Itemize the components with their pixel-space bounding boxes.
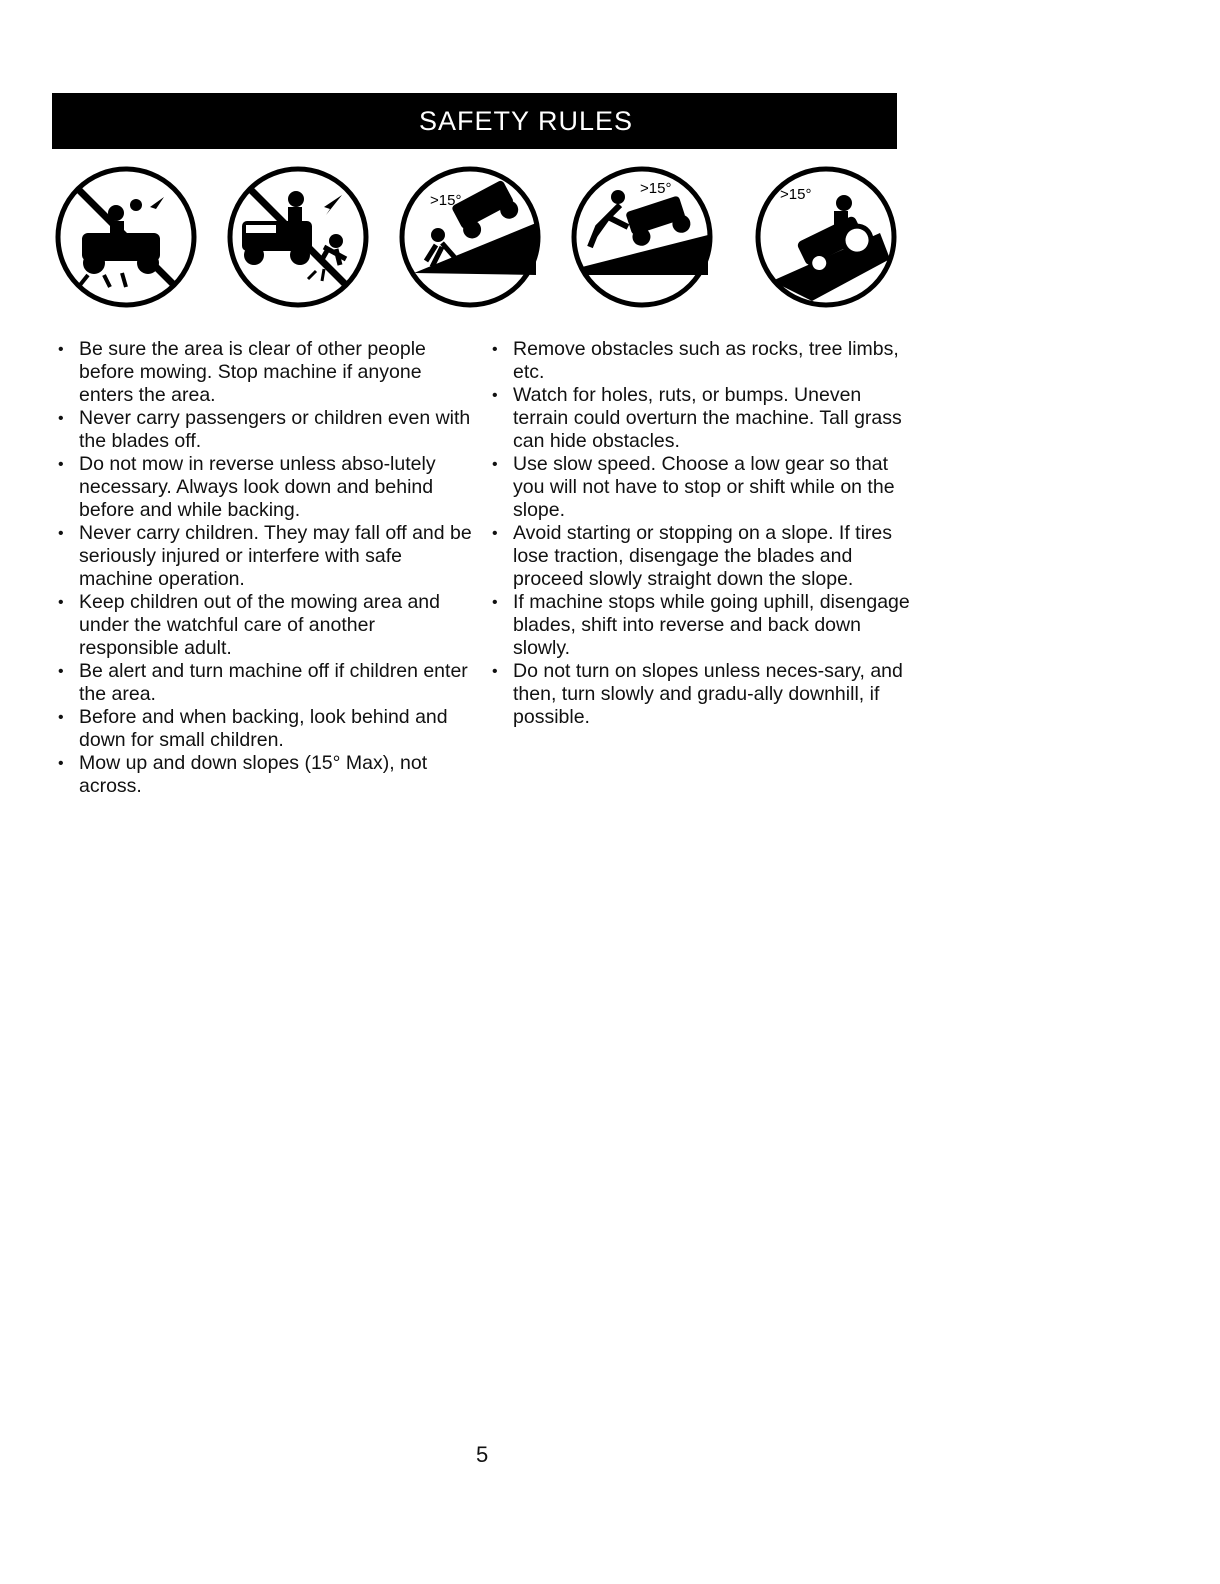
rule-item: • Use slow speed. Choose a low gear so that you will not have to stop or shift while on the slope. <box>492 453 912 522</box>
section-banner <box>52 93 897 149</box>
rule-item: • Do not mow in reverse unless abso-lutely necessary. Always look down and behind before and while backing. <box>58 453 473 522</box>
slope-tip-backward-icon <box>568 163 716 311</box>
rule-item: • Keep children out of the mowing area and under the watchful care of another responsible adult. <box>58 591 473 660</box>
slope-angle-label: >15° <box>640 180 672 197</box>
left-rules-list <box>58 338 473 798</box>
slope-angle-label: >15° <box>430 192 462 209</box>
rule-item: • Never carry children. They may fall off and be seriously injured or interfere with safe machine operation. <box>58 522 473 591</box>
no-passengers-icon <box>52 163 200 311</box>
no-mowing-near-children-icon <box>224 163 372 311</box>
rule-item: • Avoid starting or stopping on a slope. If tires lose traction, disengage the blades and proceed slowly straight down the slope. <box>492 522 912 591</box>
rule-item: • Mow up and down slopes (15° Max), not across. <box>58 752 473 798</box>
safety-icons-row <box>52 163 897 313</box>
section-title: SAFETY RULES <box>418 105 634 136</box>
rule-item: • Watch for holes, ruts, or bumps. Uneven terrain could overturn the machine. Tall grass can hide obstacles. <box>492 384 912 453</box>
rule-item: • Do not turn on slopes unless neces-sary, and then, turn slowly and gradu-ally downhill, if possible. <box>492 660 912 729</box>
rule-item: • Remove obstacles such as rocks, tree limbs, etc. <box>492 338 912 384</box>
rule-item: • Never carry passengers or children even with the blades off. <box>58 407 473 453</box>
slope-overturn-icon <box>396 163 544 311</box>
rule-item: • Be alert and turn machine off if children enter the area. <box>58 660 473 706</box>
rule-item: • If machine stops while going uphill, disengage blades, shift into reverse and back down slowly. <box>492 591 912 660</box>
slope-max-icon <box>752 163 900 311</box>
right-rules-column <box>492 338 912 729</box>
slope-angle-label: >15° <box>780 186 812 203</box>
rule-item: • Before and when backing, look behind and down for small children. <box>58 706 473 752</box>
left-rules-column <box>58 338 473 798</box>
rule-item: • Be sure the area is clear of other people before mowing. Stop machine if anyone enters the area. <box>58 338 473 407</box>
page-number: 5 <box>476 1442 489 1467</box>
right-rules-list <box>492 338 912 729</box>
